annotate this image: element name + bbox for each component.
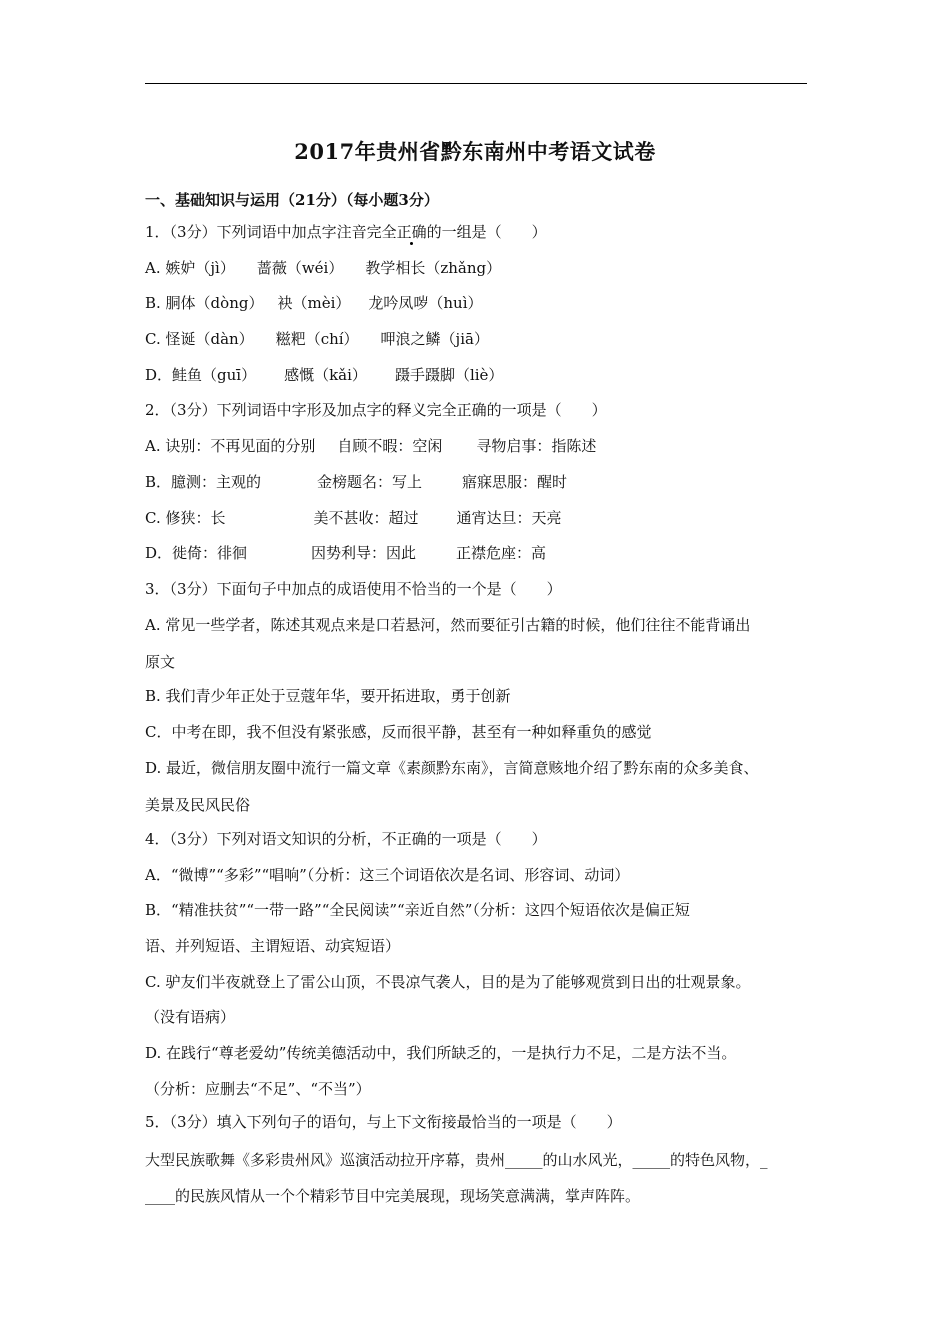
question-5-passage: 大型民族歌舞《多彩贵州风》巡演活动拉开序幕，贵州_____的山水风光，_____的特色风物，_ xyxy=(145,1151,768,1169)
question-2-stem: 2．（3分）下列词语中字形及加点字的释义完全正确的一项是（ ） xyxy=(145,401,607,419)
question-3-option-a-cont: 原文 xyxy=(145,653,176,671)
question-3-stem: 3．（3分）下面句子中加点的成语使用不恰当的一个是（ ） xyxy=(145,580,562,598)
question-3-option-a: A. 常见一些学者，陈述其观点来是口若悬河，然而要征引古籍的时候，他们往往不能背诵出 xyxy=(145,616,751,634)
question-1-option-a: A. 嫉妒（jì） 蔷薇（wéi） 教学相长（zhǎng） xyxy=(145,259,502,277)
section-heading: 一、基础知识与运用（21分）（每小题3分） xyxy=(145,191,439,209)
header-rule xyxy=(145,83,807,84)
question-4-option-b-cont: 语、并列短语、主谓短语、动宾短语） xyxy=(145,937,401,955)
question-4-option-b: B．“精准扶贫”“一带一路”“全民阅读”“亲近自然”（分析：这四个短语依次是偏正短 xyxy=(145,901,690,919)
question-3-option-d: D. 最近，微信朋友圈中流行一篇文章《素颜黔东南》，言简意赅地介绍了黔东南的众多美食、 xyxy=(145,759,759,777)
question-5-stem: 5．（3分）填入下列句子的语句，与上下文衔接最恰当的一项是（ ） xyxy=(145,1113,622,1131)
question-4-option-d: D. 在践行“尊老爱幼”传统美德活动中，我们所缺乏的，一是执行力不足，二是方法不当。 xyxy=(145,1044,737,1062)
question-4-option-c: C. 驴友们半夜就登上了雷公山顶，不畏凉气袭人，目的是为了能够观赏到日出的壮观景象。 xyxy=(145,973,751,991)
question-1-option-b: B. 胴体（dòng） 袂（mèi） 龙吟凤哕（huì） xyxy=(145,294,483,312)
question-2-option-c: C. 修狭：长 美不甚收：超过 通宵达旦：天亮 xyxy=(145,509,562,527)
question-3-option-d-cont: 美景及民风民俗 xyxy=(145,796,251,814)
question-4-stem: 4．（3分）下列对语文知识的分析，不正确的一项是（ ） xyxy=(145,830,547,848)
question-5-passage-cont: ____的民族风情从一个个精彩节目中完美展现，现场笑意满满，掌声阵阵。 xyxy=(145,1187,641,1205)
question-2-option-b: B．臆测：主观的 金榜题名：写上 寤寐思服：醒时 xyxy=(145,473,568,491)
question-4-option-c-cont: （没有语病） xyxy=(145,1008,236,1026)
question-3-option-c: C．中考在即，我不但没有紧张感，反而很平静，甚至有一种如释重负的感觉 xyxy=(145,723,652,741)
question-1-stem: 1．（3分）下列词语中加点字注音完全正确的一组是（ ） xyxy=(145,223,547,241)
question-4-option-d-cont: （分析：应删去“不足”、“不当”） xyxy=(145,1080,371,1098)
question-2-option-a: A. 诀别：不再见面的分别 自顾不暇：空闲 寻物启事：指陈述 xyxy=(145,437,597,455)
question-4-option-a: A．“微博”“多彩”“唱响”（分析：这三个词语依次是名词、形容词、动词） xyxy=(145,866,630,884)
question-1-option-d: D．鲑鱼（guī） 感慨（kǎi） 蹑手蹑脚（liè） xyxy=(145,366,504,384)
question-2-option-d: D．徙倚：徘徊 因势利导：因此 正襟危座：高 xyxy=(145,544,547,562)
page-title: 2017年贵州省黔东南州中考语文试卷 xyxy=(294,139,656,164)
question-1-option-c: C. 怪诞（dàn） 糍粑（chí） 呷浪之鳞（jiā） xyxy=(145,330,489,348)
question-3-option-b: B. 我们青少年正处于豆蔻年华，要开拓进取，勇于创新 xyxy=(145,687,511,705)
